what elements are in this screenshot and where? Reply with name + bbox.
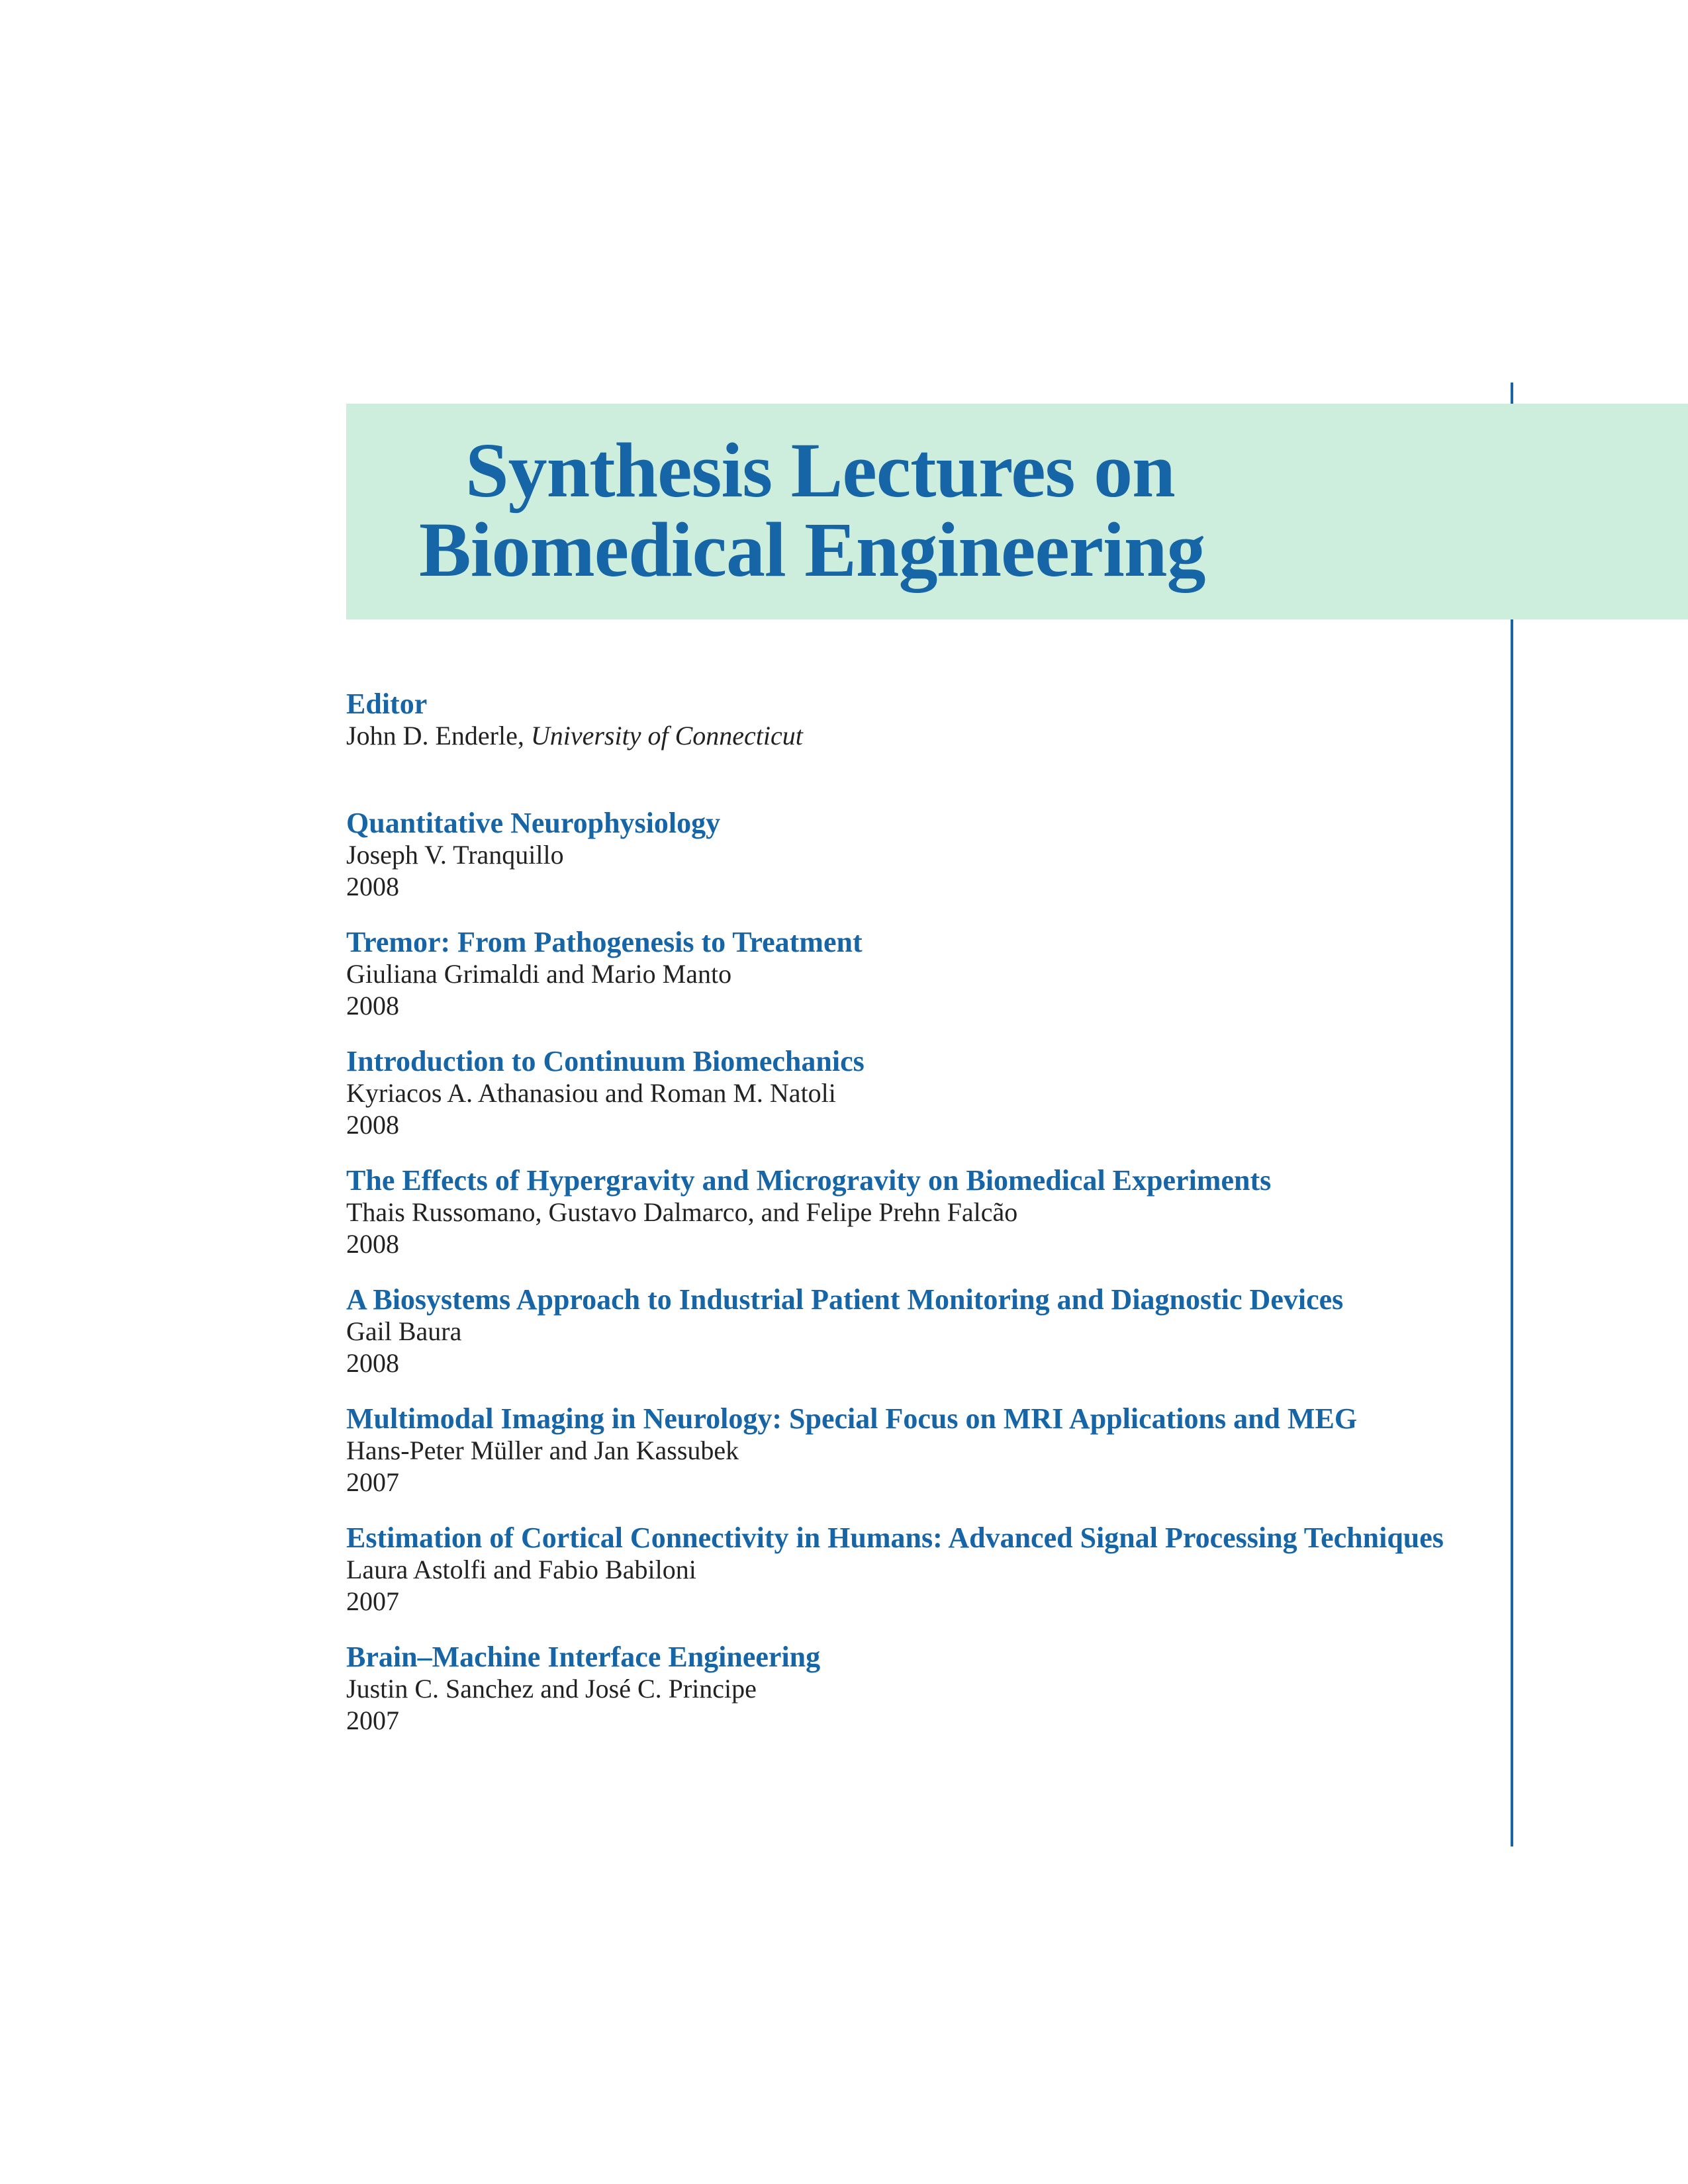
book-title: Tremor: From Pathogenesis to Treatment	[346, 926, 863, 958]
book-authors: Gail Baura	[346, 1316, 462, 1346]
editor-affiliation: University of Connecticut	[530, 721, 803, 751]
book-title: Estimation of Cortical Connectivity in Humans: Advanced Signal Processing Techniques	[346, 1522, 1444, 1554]
editor-line	[346, 720, 1511, 752]
book-entry	[346, 1522, 1511, 1617]
book-authors: Justin C. Sanchez and José C. Principe	[346, 1674, 757, 1704]
book-title: Introduction to Continuum Biomechanics	[346, 1045, 865, 1077]
book-entry	[346, 807, 1511, 903]
book-entry	[346, 927, 1511, 1022]
book-entry	[346, 1284, 1511, 1379]
book-title: A Biosystems Approach to Industrial Patient Monitoring and Diagnostic Devices	[346, 1283, 1344, 1316]
book-authors: Hans-Peter Müller and Jan Kassubek	[346, 1435, 739, 1465]
book-authors: Laura Astolfi and Fabio Babiloni	[346, 1555, 696, 1584]
book-entry	[346, 1403, 1511, 1498]
series-listing	[346, 688, 1511, 1760]
book-authors: Joseph V. Tranquillo	[346, 840, 564, 870]
book-title: The Effects of Hypergravity and Microgravity on Biomedical Experiments	[346, 1164, 1272, 1197]
editor-label: Editor	[346, 688, 428, 720]
book-entry	[346, 1641, 1511, 1737]
book-authors: Thais Russomano, Gustavo Dalmarco, and Felipe Prehn Falcão	[346, 1197, 1018, 1227]
book-year: 2008	[346, 1110, 399, 1140]
book-year: 2007	[346, 1586, 399, 1616]
book-title: Multimodal Imaging in Neurology: Special Focus on MRI Applications and MEG	[346, 1402, 1358, 1435]
book-year: 2008	[346, 872, 399, 901]
book-title: Brain–Machine Interface Engineering	[346, 1641, 821, 1673]
book-title: Quantitative Neurophysiology	[346, 807, 721, 839]
editor-name: John D. Enderle,	[346, 721, 531, 751]
book-entry	[346, 1165, 1511, 1260]
series-banner	[346, 404, 1688, 619]
book-authors: Giuliana Grimaldi and Mario Manto	[346, 959, 732, 989]
book-authors: Kyriacos A. Athanasiou and Roman M. Natoli	[346, 1078, 836, 1108]
book-year: 2008	[346, 991, 399, 1021]
editor-block	[346, 688, 1511, 752]
book-year: 2008	[346, 1229, 399, 1259]
book-year: 2007	[346, 1706, 399, 1735]
book-year: 2007	[346, 1467, 399, 1497]
book-entry	[346, 1046, 1511, 1141]
series-title-line-1: Synthesis Lectures on	[465, 427, 1175, 514]
book-year: 2008	[346, 1348, 399, 1378]
series-title-line-2: Biomedical Engineering	[419, 506, 1205, 593]
